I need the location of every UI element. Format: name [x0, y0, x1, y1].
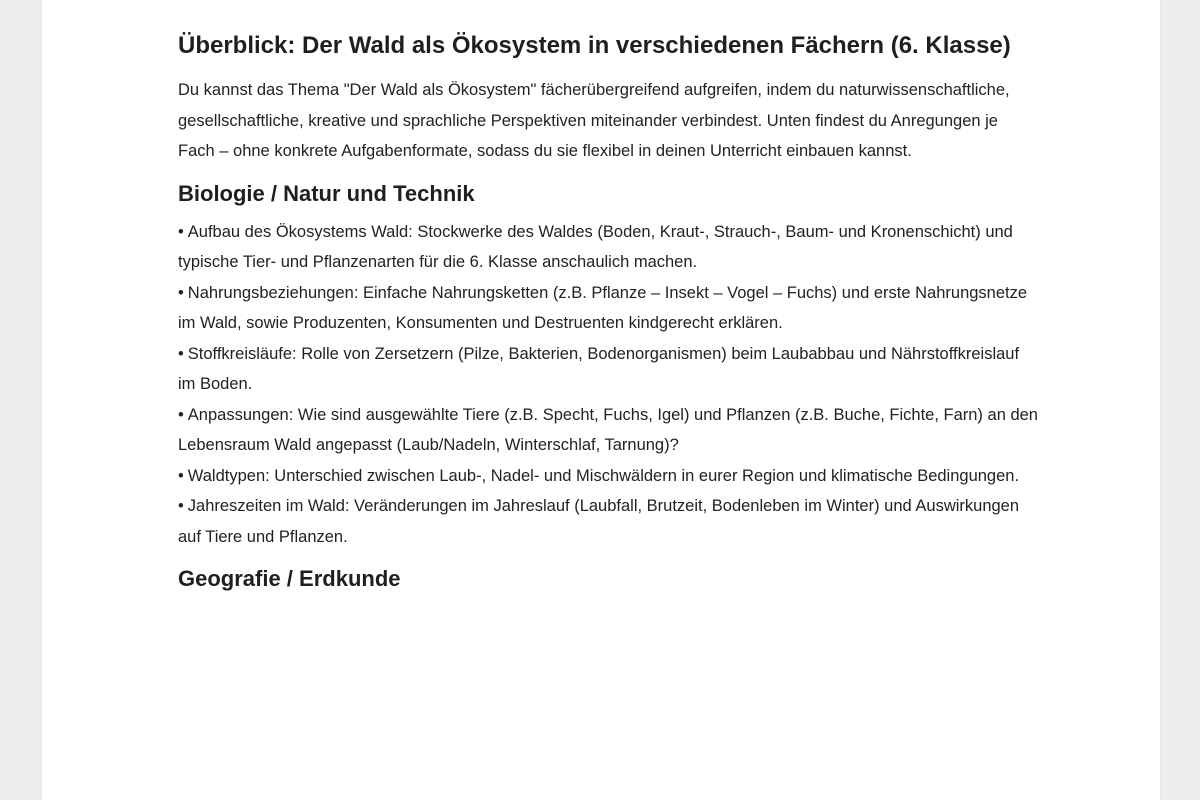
list-item-text: Waldtypen: Unterschied zwischen Laub-, Nadel- und Mischwäldern in eurer Region und klimatische Bedingungen.: [187, 466, 1020, 485]
section-biologie: [178, 179, 1038, 553]
bullet-icon: •: [178, 466, 184, 485]
list-item-text: Jahreszeiten im Wald: Veränderungen im Jahreslauf (Laubfall, Brutzeit, Bodenleben im Winter) und Auswirkungen auf Tiere und Pflanzen.: [178, 497, 1020, 546]
document-page: [42, 0, 1160, 800]
bullet-icon: •: [178, 283, 184, 302]
bullet-list-biologie: [178, 217, 1038, 553]
list-item-text: Anpassungen: Wie sind ausgewählte Tiere (z.B. Specht, Fuchs, Igel) und Pflanzen (z.B. Buche, Fichte, Farn) an den Lebensraum Wald angepasst (Laub/Nadeln, Winterschlaf, Tarnung)?: [178, 405, 1038, 454]
list-item: [178, 461, 1038, 492]
section-heading-geografie: Geografie / Erdkunde: [178, 566, 401, 591]
list-item-text: Aufbau des Ökosystems Wald: Stockwerke des Waldes (Boden, Kraut-, Strauch-, Baum- und Kronenschicht) und typische Tier- und Pflanzenarten für die 6. Klasse anschaulich machen.: [178, 222, 1013, 271]
bullet-icon: •: [178, 405, 184, 424]
bullet-icon: •: [178, 222, 184, 241]
list-item: [178, 339, 1038, 400]
list-item-text: Stoffkreisläufe: Rolle von Zersetzern (Pilze, Bakterien, Bodenorganismen) beim Laubabbau und Nährstoffkreislauf im Boden.: [178, 344, 1020, 393]
list-item: [178, 278, 1038, 339]
intro-paragraph: Du kannst das Thema "Der Wald als Ökosystem" fächerübergreifend aufgreifen, indem du naturwissenschaftliche, gesellschaftliche, kreative und sprachliche Perspektiven miteinander verbindest. Unten findest du Anregungen je Fach – ohne konkrete Aufgabenformate, sodass du sie flexibel in deinen Unterricht einbauen kannst.: [178, 81, 1010, 160]
list-item: [178, 400, 1038, 461]
bullet-icon: •: [178, 497, 184, 515]
section-heading-biologie: Biologie / Natur und Technik: [178, 180, 475, 206]
list-item: [178, 217, 1038, 278]
bullet-icon: •: [178, 344, 184, 363]
document-content: [178, 25, 1038, 602]
list-item: [178, 491, 1038, 552]
section-geografie: [178, 564, 1038, 594]
list-item-text: Nahrungsbeziehungen: Einfache Nahrungsketten (z.B. Pflanze – Insekt – Vogel – Fuchs) und erste Nahrungsnetze im Wald, sowie Produzenten, Konsumenten und Destruenten kindgerecht erklären.: [178, 283, 1028, 332]
document-title: Überblick: Der Wald als Ökosystem in verschiedenen Fächern (6. Klasse): [178, 32, 1011, 59]
